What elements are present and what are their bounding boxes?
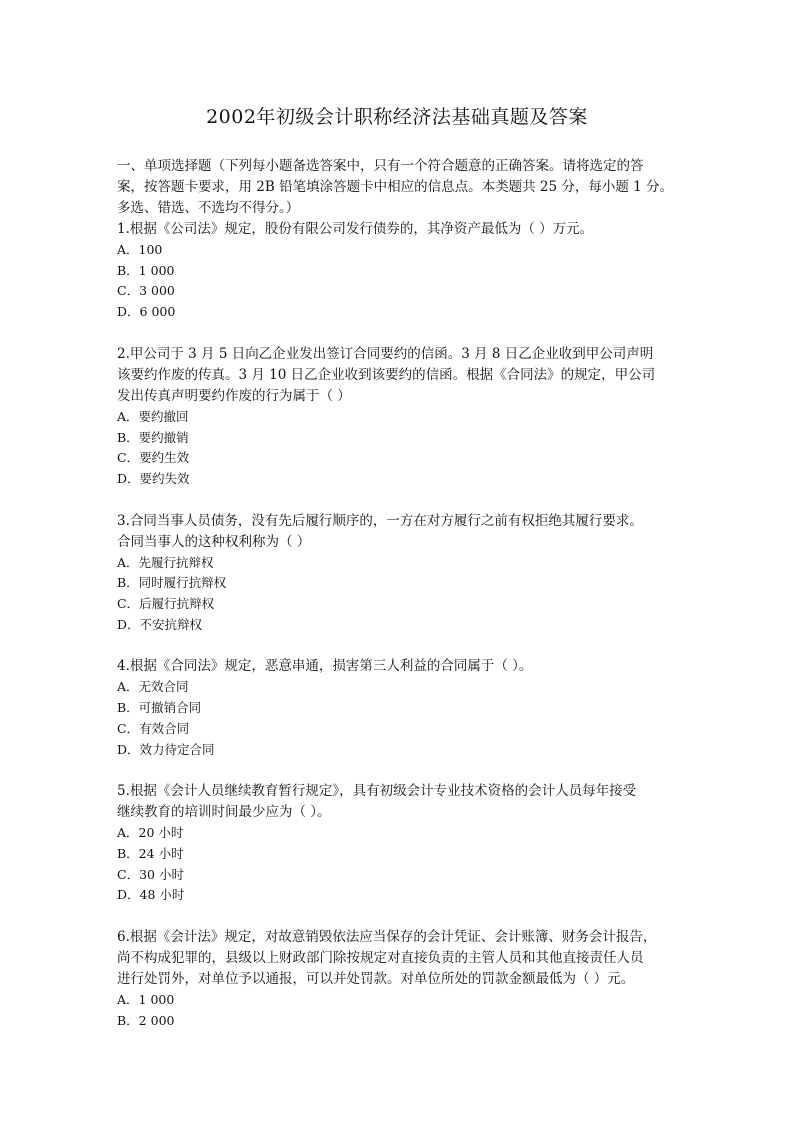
question-stem: 合同当事人的这种权利称为（ ） bbox=[117, 533, 311, 550]
question-stem: 2.甲公司于 3 月 5 日向乙企业发出签订合同要约的信函。3 月 8 日乙企业收到甲公司声明 bbox=[117, 345, 654, 362]
question-stem: 继续教育的培训时间最少应为（ ）。 bbox=[117, 804, 331, 821]
document-body bbox=[117, 156, 682, 1031]
instruction-line: 多选、错选、不选均不得分。） bbox=[117, 200, 300, 216]
question-stem: 4.根据《合同法》规定，恶意串通，损害第三人利益的合同属于（ ）。 bbox=[117, 658, 533, 675]
question-stem: 尚不构成犯罪的，县级以上财政部门除按规定对直接负责的主管人员和其他直接责任人员 bbox=[117, 950, 644, 967]
answer-option: A．无效合同 bbox=[117, 679, 189, 695]
question-4 bbox=[117, 656, 682, 760]
question-stem: 6.根据《会计法》规定，对故意销毁依法应当保存的会计凭证、会计账簿、财务会计报告， bbox=[117, 929, 657, 946]
answer-option: D．48 小时 bbox=[117, 887, 185, 903]
page-title: 2002年初级会计职称经济法基础真题及答案 bbox=[206, 106, 588, 128]
question-stem: 该要约作废的传真。3 月 10 日乙企业收到该要约的信函。根据《合同法》的规定，甲公司 bbox=[117, 366, 656, 383]
answer-option: A．20 小时 bbox=[117, 825, 184, 841]
instruction-line: 案，按答题卡要求，用 2B 铅笔填涂答题卡中相应的信息点。本类题共 25 分，每小题 1 分。 bbox=[117, 179, 674, 195]
answer-option: B．1 000 bbox=[117, 262, 175, 278]
answer-option: B．同时履行抗辩权 bbox=[117, 575, 227, 591]
answer-option: C．30 小时 bbox=[117, 866, 184, 882]
answer-option: C．要约生效 bbox=[117, 450, 190, 466]
question-1 bbox=[117, 219, 682, 323]
answer-option: D．要约失效 bbox=[117, 470, 190, 486]
question-stem: 3.合同当事人员债务，没有先后履行顺序的，一方在对方履行之前有权拒绝其履行要求。 bbox=[117, 512, 643, 529]
question-3 bbox=[117, 511, 682, 636]
question-stem: 进行处罚外，对单位予以通报，可以并处罚款。对单位所处的罚款金额最低为（ ）元。 bbox=[117, 971, 635, 988]
answer-option: D．效力待定合同 bbox=[117, 741, 215, 757]
question-stem: 发出传真声明要约作废的行为属于（ ） bbox=[117, 387, 351, 404]
question-5 bbox=[117, 781, 682, 906]
answer-option: C．有效合同 bbox=[117, 720, 190, 736]
answer-option: C．后履行抗辩权 bbox=[117, 596, 215, 612]
instruction-line: 一、单项选择题（下列每小题备选答案中，只有一个符合题意的正确答案。请将选定的答 bbox=[117, 158, 644, 174]
answer-option: B．24 小时 bbox=[117, 845, 184, 861]
question-2 bbox=[117, 344, 682, 490]
answer-option: A．先履行抗辩权 bbox=[117, 554, 214, 570]
section-instructions bbox=[117, 156, 682, 219]
answer-option: A．要约撤回 bbox=[117, 408, 189, 424]
answer-option: B．2 000 bbox=[117, 1012, 175, 1028]
answer-option: C．3 000 bbox=[117, 283, 175, 299]
answer-option: D．6 000 bbox=[117, 304, 176, 320]
question-6 bbox=[117, 927, 682, 1031]
question-stem: 5.根据《会计人员继续教育暂行规定》，具有初级会计专业技术资格的会计人员每年接受 bbox=[117, 783, 637, 800]
answer-option: D．不安抗辩权 bbox=[117, 616, 203, 632]
answer-option: B．可撤销合同 bbox=[117, 700, 202, 716]
answer-option: A．100 bbox=[117, 242, 163, 257]
question-stem: 1.根据《公司法》规定，股份有限公司发行债券的，其净资产最低为（ ）万元。 bbox=[117, 221, 594, 237]
answer-option: B．要约撤销 bbox=[117, 429, 189, 445]
answer-option: A．1 000 bbox=[117, 992, 175, 1008]
